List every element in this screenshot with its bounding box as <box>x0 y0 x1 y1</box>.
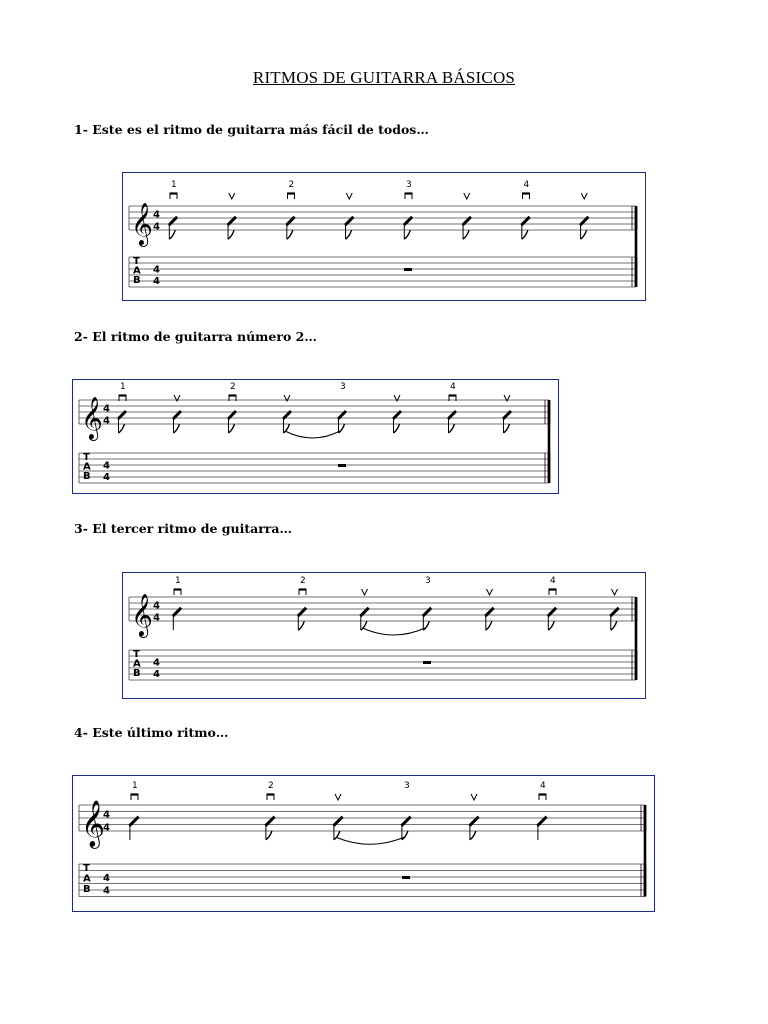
down-stroke-icon <box>131 794 138 800</box>
page-title: RITMOS DE GUITARRA BÁSICOS <box>252 68 516 87</box>
rhythm-score-4 <box>72 775 655 912</box>
down-stroke-icon <box>549 589 556 595</box>
up-stroke-icon <box>464 193 470 199</box>
score-svg <box>123 573 645 698</box>
tab-time-signature-top: 4 <box>103 460 110 472</box>
tab-letter-a: A <box>83 873 91 885</box>
beat-number: 1 <box>132 781 138 791</box>
tab-rest <box>402 876 410 879</box>
tab-letter-b: B <box>83 471 91 483</box>
up-stroke-icon <box>471 794 477 800</box>
down-stroke-icon <box>405 193 412 199</box>
eighth-flag <box>470 831 476 840</box>
beat-number: 3 <box>406 180 412 190</box>
eighth-flag <box>486 621 492 630</box>
tab-letter-b: B <box>133 275 141 287</box>
beat-number: 4 <box>550 576 556 586</box>
beat-number: 2 <box>288 180 295 190</box>
beat-number: 4 <box>450 382 456 392</box>
eighth-flag <box>548 621 554 630</box>
beat-number: 1 <box>120 382 126 392</box>
beat-number: 1 <box>175 576 181 586</box>
up-stroke-icon <box>229 193 235 199</box>
tab-time-signature-top: 4 <box>153 264 160 276</box>
beat-number: 4 <box>523 180 530 190</box>
time-signature-top: 4 <box>153 600 160 612</box>
section-2-caption: 2- El ritmo de guitarra número 2… <box>74 329 317 344</box>
eighth-flag <box>229 424 235 433</box>
tie-curve <box>363 628 426 635</box>
tab-letter-a: A <box>133 658 141 670</box>
treble-clef-icon: 𝄞 <box>131 592 153 636</box>
tie-curve <box>285 431 340 438</box>
tab-letter-a: A <box>133 265 141 277</box>
time-signature-top: 4 <box>103 403 110 415</box>
beat-number: 2 <box>230 382 236 392</box>
beat-number: 2 <box>268 781 274 791</box>
tab-rest <box>423 661 431 664</box>
down-stroke-icon <box>288 193 295 199</box>
eighth-flag <box>346 230 352 239</box>
tab-time-signature-top: 4 <box>153 657 160 669</box>
tie-curve <box>336 837 404 844</box>
tab-letter-t: T <box>133 256 140 267</box>
eighth-flag <box>404 230 410 239</box>
treble-clef-icon: 𝄞 <box>131 201 153 245</box>
time-signature-bottom: 4 <box>153 612 160 624</box>
eighth-flag <box>298 621 304 630</box>
tab-time-signature-top: 4 <box>103 872 110 884</box>
down-stroke-icon <box>174 589 181 595</box>
rhythm-score-3 <box>122 572 646 699</box>
eighth-flag <box>169 230 175 239</box>
eighth-flag <box>228 230 234 239</box>
eighth-flag <box>394 424 400 433</box>
down-stroke-icon <box>299 589 306 595</box>
tab-letter-t: T <box>83 863 90 874</box>
tab-rest <box>404 268 412 271</box>
time-signature-top: 4 <box>153 209 160 221</box>
eighth-flag <box>522 230 528 239</box>
tab-rest <box>338 464 346 467</box>
rhythm-score-1 <box>122 172 646 301</box>
time-signature-bottom: 4 <box>103 822 110 834</box>
eighth-flag <box>119 424 125 433</box>
tab-letter-b: B <box>83 883 91 895</box>
beat-number: 3 <box>404 781 410 791</box>
down-stroke-icon <box>170 193 177 199</box>
up-stroke-icon <box>612 589 618 595</box>
eighth-flag <box>581 230 587 239</box>
tab-letter-b: B <box>133 668 141 680</box>
eighth-flag <box>174 424 180 433</box>
down-stroke-icon <box>539 794 546 800</box>
up-stroke-icon <box>487 589 493 595</box>
time-signature-top: 4 <box>103 809 110 821</box>
eighth-flag <box>402 831 408 840</box>
score-svg <box>123 173 645 300</box>
up-stroke-icon <box>335 794 341 800</box>
time-signature-bottom: 4 <box>103 415 110 427</box>
tab-time-signature-bottom: 4 <box>153 276 160 287</box>
up-stroke-icon <box>346 193 352 199</box>
tab-time-signature-bottom: 4 <box>103 885 110 897</box>
up-stroke-icon <box>581 193 587 199</box>
section-3-caption: 3- El tercer ritmo de guitarra… <box>74 521 292 536</box>
treble-clef-icon: 𝄞 <box>81 800 105 847</box>
beat-number: 1 <box>171 180 177 190</box>
score-svg <box>73 776 654 911</box>
beat-number: 3 <box>340 382 346 392</box>
beat-number: 3 <box>425 576 431 586</box>
treble-clef-icon: 𝄞 <box>81 395 103 439</box>
down-stroke-icon <box>523 193 530 199</box>
eighth-flag <box>266 831 272 840</box>
tab-letter-t: T <box>83 452 90 463</box>
rhythm-score-2 <box>72 379 559 494</box>
eighth-flag <box>611 621 617 630</box>
eighth-flag <box>504 424 510 433</box>
up-stroke-icon <box>362 589 368 595</box>
tab-letter-a: A <box>83 461 91 473</box>
eighth-flag <box>287 230 293 239</box>
time-signature-bottom: 4 <box>153 221 160 233</box>
eighth-flag <box>463 230 469 239</box>
down-stroke-icon <box>267 794 274 800</box>
tab-letter-t: T <box>133 649 140 660</box>
eighth-flag <box>449 424 455 433</box>
section-4-caption: 4- Este último ritmo… <box>74 725 229 740</box>
section-1-caption: 1- Este es el ritmo de guitarra más fácil de todos… <box>74 122 429 137</box>
tab-time-signature-bottom: 4 <box>103 472 110 483</box>
beat-number: 2 <box>300 576 306 586</box>
score-svg <box>73 380 558 493</box>
beat-number: 4 <box>540 781 546 791</box>
tab-time-signature-bottom: 4 <box>153 669 160 680</box>
